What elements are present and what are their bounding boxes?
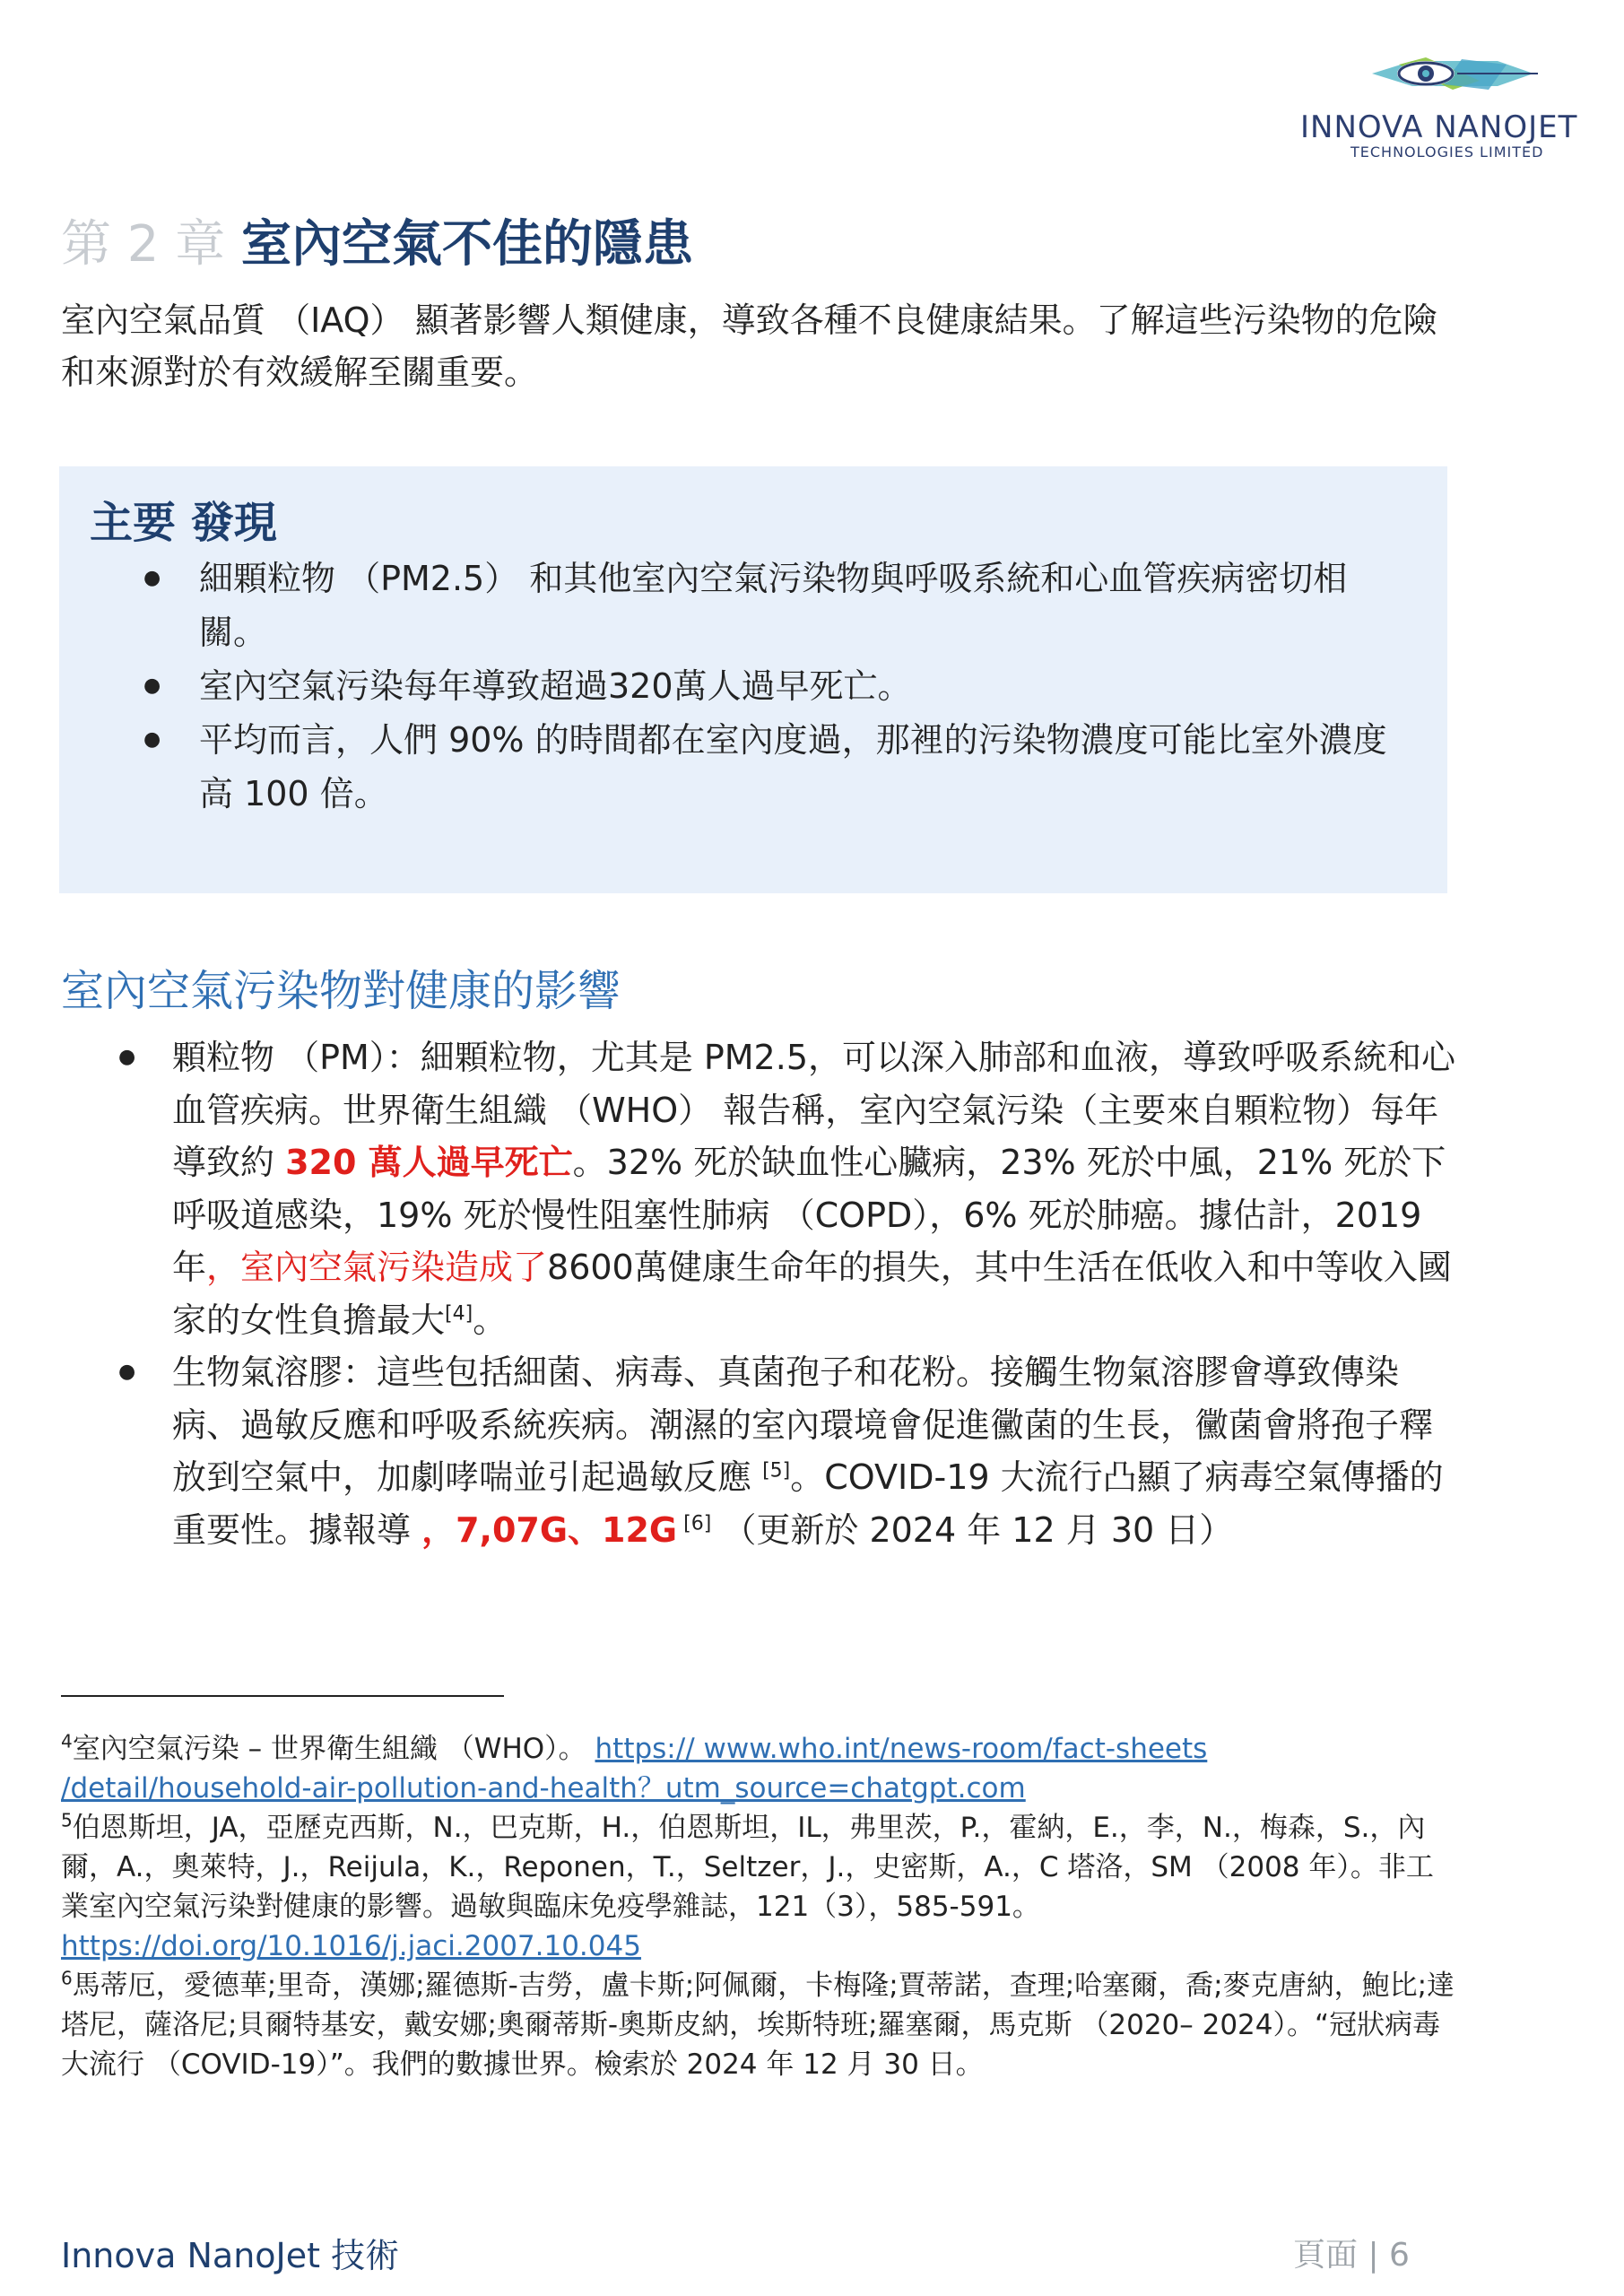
key-finding-item: ● 細顆粒物 （PM2.5） 和其他室內空氣污染物與呼吸系統和心血管疾病密切相關。 <box>59 552 1447 659</box>
chapter-number: 第 2 章 <box>61 215 226 274</box>
footnote-4 <box>61 1729 1460 1808</box>
list-item-particulate-matter <box>61 1031 1460 1346</box>
footnote-link[interactable]: https://doi.org/10.1016/j.jaci.2007.10.045 <box>61 1930 641 1962</box>
health-effects-list <box>61 1031 1460 1556</box>
footnote-ref-6[interactable]: [6] <box>677 1511 712 1535</box>
intro-paragraph: 室內空氣品質 （IAQ） 顯著影響人類健康，導致各種不良健康結果。了解這些污染物的危險和來源對於有效緩解至關重要。 <box>61 300 1437 392</box>
footnote-divider <box>61 1695 504 1697</box>
key-findings-title: 主要 發現 <box>90 498 277 548</box>
item-text: 顆粒物 （PM）：細顆粒物，尤其是 PM2.5，可以深入肺部和血液，導致呼吸系統和心血管疾病。世界衛生組織 （WHO） 報告稱，室內空氣污染（主要來自顆粒物）每年導致約 <box>172 1038 1455 1182</box>
footer-company: Innova NanoJet 技術 <box>61 2236 400 2275</box>
item-text: 8600萬健康生命年的損失，其中生活在低收入和中等收入國家的女性負擔最大 <box>172 1248 1452 1340</box>
key-finding-item: ● 室內空氣污染每年導致超過320萬人過早死亡。 <box>59 659 1447 713</box>
footnote-ref-4[interactable]: [4] <box>445 1301 473 1325</box>
footnote-link[interactable]: https:// www.who.int/news-room/fact-sheets /detail/household-air-pollution-and-health？utm_source=chatgpt.com <box>61 1733 1208 1805</box>
key-finding-item: ● 平均而言，人們 90% 的時間都在室內度過，那裡的污染物濃度可能比室外濃度高 100 倍。 <box>59 713 1447 821</box>
footnote-number: 6 <box>61 1967 73 1989</box>
highlight-deaths: 320 萬人過早死亡 <box>285 1143 573 1182</box>
chapter-heading <box>61 204 693 276</box>
footnote-number: 5 <box>61 1809 73 1831</box>
footnote-number: 4 <box>61 1730 73 1752</box>
logo-name: INNOVA NANOJET <box>1300 109 1578 145</box>
footnote-ref-5[interactable]: [5] <box>762 1459 791 1483</box>
page-number: 頁面 | 6 <box>1293 2237 1410 2274</box>
key-findings-list <box>59 552 1447 821</box>
key-findings-box <box>59 466 1447 893</box>
highlight-text: ，7,07G、12G <box>421 1509 678 1550</box>
footnote-text: 馬蒂厄，愛德華;里奇，漢娜;羅德斯-吉勞，盧卡斯;阿佩爾，卡梅隆;賈蒂諾，查理;哈塞爾，喬;麥克唐納，鮑比;達塔尼，薩洛尼;貝爾特基安，戴安娜;奧爾蒂斯-奧斯皮納，埃斯特班;羅塞爾，馬克斯 （2020– 2024）。“冠狀病毒大流行 （COVID-19）”。我們的數據世界。檢索於 2024 年 12 月 30 日。 <box>61 1970 1455 2081</box>
highlight-text: ，室內空氣污染造成了 <box>206 1248 548 1287</box>
logo-subtitle: TECHNOLOGIES LIMITED <box>1350 144 1544 161</box>
item-text: 。32% 死於缺血性心臟病，23% 死於中風，21% 死於下呼吸道感染，19% 死於慢性阻塞性肺病 （COPD），6% 死於肺癌。據估計，2019年 <box>172 1143 1446 1287</box>
item-text: 。 <box>473 1300 508 1340</box>
company-logo <box>1291 54 1623 161</box>
list-item-bioaerosols <box>61 1346 1460 1556</box>
footnote-text: 室內空氣污染 – 世界衛生組織 （WHO）。 <box>72 1733 595 1765</box>
section-title: 室內空氣污染物對健康的影響 <box>61 966 621 1016</box>
chapter-title: 室內空氣不佳的隱患 <box>241 215 694 274</box>
item-text: 生物氣溶膠：這些包括細菌、病毒、真菌孢子和花粉。接觸生物氣溶膠會導致傳染病、過敏反應和呼吸系統疾病。潮濕的室內環境會促進黴菌的生長，黴菌會將孢子釋放到空氣中，加劇哮喘並引起過敏反應 <box>172 1352 1434 1497</box>
logo-eye-icon <box>1363 54 1542 106</box>
item-text: （更新於 2024 年 12 月 30 日） <box>711 1509 1234 1550</box>
footnote-5 <box>61 1808 1460 1966</box>
footnote-6 <box>61 1966 1460 2084</box>
item-text: 。COVID-19 大流行凸顯了病毒空氣傳播的重要性。據報導 <box>172 1457 1444 1550</box>
footnote-text: 伯恩斯坦，JA，亞歷克西斯，N.，巴克斯，H.，伯恩斯坦，IL，弗里茨，P.，霍納，E.，李，N.，梅森，S.，內爾，A.，奧萊特，J.，Reijula，K.，Reponen，T.，Seltzer，J.，史密斯，A.，C 塔洛，SM （2008 年）。非工業室內空氣污染對健康的影響。過敏與臨床免疫學雜誌，121（3），585-591。 <box>61 1812 1434 1923</box>
